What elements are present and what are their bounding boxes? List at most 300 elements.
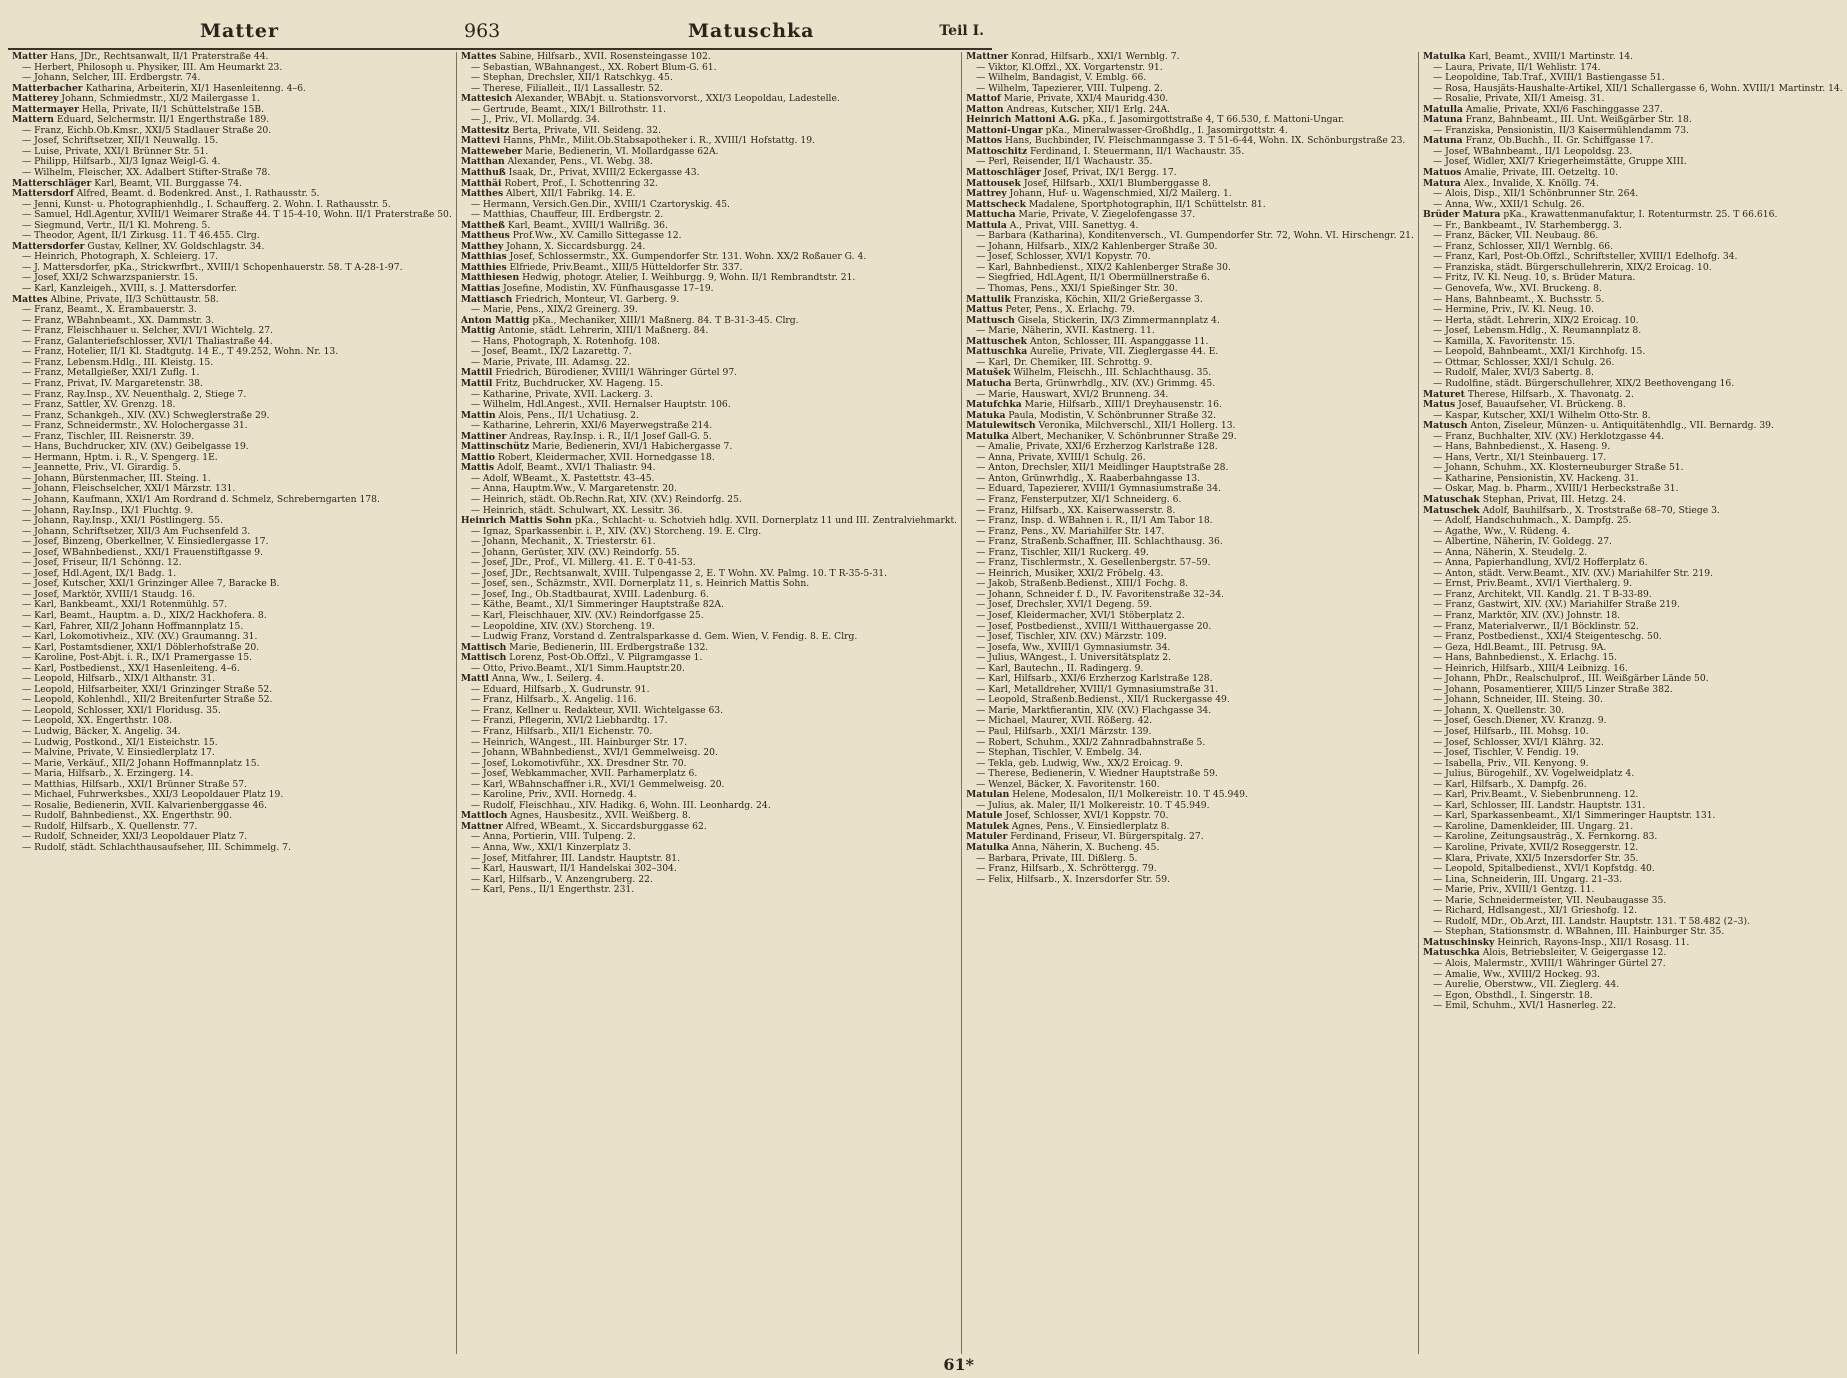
directory-entry: — Anna, Ww., XXI/1 Kinzerplatz 3. xyxy=(470,842,632,854)
entry-text: Karl, Bankbeamt., XXI/1 Rotenmühlg. 57. xyxy=(34,599,228,611)
entry-text: Johann, Schuhm., XX. Klosterneuburger Straße 51. xyxy=(1445,462,1684,474)
columns xyxy=(8,51,1843,1354)
directory-entry: — Wilhelm, Tapezierer, VIII. Tulpeng. 2. xyxy=(976,82,1163,94)
entry-surname: Matthuß xyxy=(460,167,506,179)
directory-entry: — Josef, Schriftsetzer, XII/1 Neuwallg. 15. xyxy=(22,135,219,147)
entry-text: Stephan, Tischler, V. Embelg. 34. xyxy=(988,747,1142,759)
entry-text: Franz, WBahnbeamt., XX. Dammstr. 3. xyxy=(34,314,215,326)
directory-entry: — Michael, Maurer, XVII. Rößerg. 42. xyxy=(976,715,1153,727)
entry-text: Barbara, Private, III. Dißlerg. 5. xyxy=(988,852,1138,864)
entry-text: Theodor, Agent, II/1 Zirkusg. 11. T 46.455. Clrg. xyxy=(34,230,260,242)
entry-text: Leopold, Hilfsarbeiter, XXI/1 Grinzinger Straße 52. xyxy=(34,683,273,695)
entry-text: pKa., f. Jasomirgottstraße 4, T 66.530, f. Mattoni-Ungar. xyxy=(1082,114,1345,126)
directory-entry: — Johann, Gerüster, XIV. (XV.) Reindorfg. 55. xyxy=(470,546,680,558)
directory-entry: — Franz, Schneidermstr., XV. Holochergasse 31. xyxy=(22,420,248,432)
directory-entry: — Marie, Marktfierantin, XIV. (XV.) Flachgasse 34. xyxy=(976,704,1212,716)
entry-text: Anna, Ww., I. Seilerg. 4. xyxy=(491,673,605,685)
entry-surname: Mattner xyxy=(460,820,503,832)
entry-text: Marie, Private, XXI/4 Mauridg.430. xyxy=(1003,93,1169,105)
entry-text: Alexander, WBAbjt. u. Stationsvorvorst., XXI/3 Leopoldau, Ladestelle. xyxy=(515,93,840,105)
entry-surname: Mattes xyxy=(460,51,497,62)
directory-entry: — Karoline, Priv., XVII. Hornedg. 4. xyxy=(470,789,637,801)
entry-text: Marie, Verkäuf., XII/2 Johann Hoffmannplatz 15. xyxy=(34,757,260,769)
entry-surname: Matuschinsky xyxy=(1422,936,1495,948)
entry-text: Franz, Galanteriefschlosser, XVI/1 Thaliastraße 44. xyxy=(34,335,273,347)
entry-surname: Mattersdorfer xyxy=(12,240,85,252)
entry-text: Agathe, Ww., V. Rüdeng. 4. xyxy=(1445,525,1571,537)
entry-text: Leopold, Schlosser, XXI/1 Floridusg. 35. xyxy=(34,704,221,716)
directory-entry: — Karl, Hauswart, II/1 Handelskai 302–304. xyxy=(470,863,677,875)
directory-entry: — Josef, Lebensm.Hdlg., X. Reumannplatz 8. xyxy=(1432,325,1642,337)
entry-text: Hans, Bahnbedienst., X. Erlachg. 15. xyxy=(1445,652,1618,664)
entry-text: Ernst, Priv.Beamt., XVI/1 Vierthalerg. 9. xyxy=(1445,578,1632,590)
entry-text: Franziska, Pensionistin, II/3 Kaisermühlendamm 73. xyxy=(1445,124,1689,136)
entry-text: pKa., Schlacht- u. Schotvieh hdlg. XVII. Dornerplatz 11 und III. Zentralviehmarkt. xyxy=(574,515,958,527)
entry-text: Franz, Marktör, XIV. (XV.) Johnstr. 18. xyxy=(1445,609,1621,621)
entry-text: Amalie, Private, III. Oetzeltg. 10. xyxy=(1464,167,1618,179)
entry-text: Leopold, Kohlenhdl., XII/2 Breitenfurter Straße 52. xyxy=(34,694,273,706)
entry-text: Luise, Private, XXI/1 Brünner Str. 51. xyxy=(34,145,209,157)
entry-text: Ferdinand, I. Steuermann, II/1 Wachaustr. 35. xyxy=(1030,145,1245,157)
directory-entry: — Johann, Schneider f. D., IV. Favoritenstraße 32–34. xyxy=(976,588,1224,600)
entry-text: pKa., Mineralwasser-Großhdlg., I. Jasomirgottstr. 4. xyxy=(1045,124,1288,136)
entry-text: Karl, Hilfsarb., XXI/6 Erzherzog Karlstraße 128. xyxy=(988,673,1213,685)
entry-surname: Matthiesen xyxy=(460,272,520,284)
directory-entry: — Amalie, Private, XXI/6 Erzherzog Karlstraße 128. xyxy=(976,441,1218,453)
entry-text: Josef, Friseur, II/1 Schönng. 12. xyxy=(34,557,182,569)
entry-text: Franz, Postbedienst., XXI/4 Steigenteschg. 50. xyxy=(1445,631,1662,643)
entry-text: Johann, Hilfsarb., XIX/2 Kahlenberger Straße 30. xyxy=(988,240,1218,252)
entry-text: Leopold, Straßenb.Bedienst., XII/1 Ruckergasse 49. xyxy=(988,694,1230,706)
entry-text: Josef, Schlosser, XVI/1 Koppstr. 70. xyxy=(1005,810,1169,822)
entry-text: Anna, Hauptm.Ww., V. Margaretenstr. 20. xyxy=(482,483,677,495)
directory-entry: — Josefa, Ww., XVIII/1 Gymnasiumstr. 34. xyxy=(976,641,1171,653)
entry-text: Leopold, Spitalbedienst., XVI/1 Kopfstdg. 40. xyxy=(1445,863,1655,875)
entry-surname: Mattrey xyxy=(966,188,1007,200)
directory-entry: — Robert, Schuhm., XXI/2 Zahnradbahnstraße 5. xyxy=(976,736,1206,748)
entry-text: Karl, Bautechn., II. Radingerg. 9. xyxy=(988,662,1144,674)
entry-text: Karoline, Damenkleider, III. Ungarg. 21. xyxy=(1445,820,1634,832)
entry-text: Hans, Buchbinder, IV. Fleischmanngasse 3. T 51-6-44, Wohn. IX. Schönburgstraße 23. xyxy=(1004,135,1406,147)
directory-entry: — Sebastian, WBahnangest., XX. Robert Blum-G. 61. xyxy=(470,61,717,73)
directory-entry: — J. Mattersdorfer, pKa., Strickwrfbrt., XVIII/1 Schopenhauerstr. 58. T A-28-1-97. xyxy=(22,261,403,273)
entry-text: Jakob, Straßenb.Bedienst., XIII/1 Fochg. 8. xyxy=(988,578,1189,590)
directory-entry: — Kamilla, X. Favoritenstr. 15. xyxy=(1432,335,1576,347)
directory-entry: — Wilhelm, Bandagist, V. Emblg. 66. xyxy=(976,72,1147,84)
entry-surname: Mattin xyxy=(460,409,496,421)
directory-entry: — Karl, Sparkassenbeamt., XI/1 Simmeringer Hauptstr. 131. xyxy=(1432,810,1716,822)
entry-surname: Matuka xyxy=(966,409,1006,421)
directory-entry: — Johann, PhDr., Realschulprof., III. Weißgärber Lände 50. xyxy=(1432,673,1709,685)
entry-surname: Matus xyxy=(1422,399,1456,411)
entry-text: Karl, WBahnschaffner i.R., XVI/1 Gemmelweisg. 20. xyxy=(482,778,725,790)
directory-entry: — Leopold, XX. Engerthstr. 108. xyxy=(22,715,173,727)
entry-surname: Mattersdorf xyxy=(12,188,74,200)
directory-entry: — Karl, Pens., II/1 Engerthstr. 231. xyxy=(470,884,635,896)
entry-surname: Matura xyxy=(1422,177,1461,189)
entry-text: Robert, Prof., I. Schottenring 32. xyxy=(504,177,658,189)
entry-text: Josef, WBahnbedienst., XXI/1 Frauenstiftgasse 9. xyxy=(34,546,263,558)
column-2 xyxy=(457,52,962,1354)
directory-entry: — Rosa, Hausjäts-Haushalte-Artikel, XII/1 Schallergasse 6, Wohn. XVIII/1 Martinstr. 14. xyxy=(1432,82,1843,94)
entry-text: Eduard, Tapezierer, XVIII/1 Gymnasiumstraße 34. xyxy=(988,483,1222,495)
entry-text: Andreas, Ray.Insp. i. R., II/1 Josef Gall-G. 5. xyxy=(509,430,712,442)
entry-text: Karl, Priv.Beamt., V. Siebenbrunneng. 12. xyxy=(1445,789,1639,801)
entry-text: Josef, Binzeng, Oberkellner, V. Einsiedlergasse 17. xyxy=(34,536,269,548)
entry-text: Alfred, WBeamt., X. Siccardsburggasse 62. xyxy=(505,820,707,832)
entry-text: Fritz, IV. Kl. Neug. 10, s. Brüder Matura. xyxy=(1445,272,1636,284)
entry-text: Hermann, Versich.Gen.Dir., XVIII/1 Czartoryskig. 45. xyxy=(482,198,730,210)
entry-text: Ignaz, Sparkassenbir. i. P., XIV. (XV.) Storcheng. 19. E. Clrg. xyxy=(482,525,762,537)
entry-text: Konrad, Hilfsarb., XXI/1 Wernblg. 7. xyxy=(1011,51,1180,62)
entry-text: Josef, sen., Schäzmstr., XVII. Dornerplatz 11, s. Heinrich Mattis Sohn. xyxy=(482,578,810,590)
directory-entry: — Julius, ak. Maler, II/1 Molkereistr. 10. T 45.949. xyxy=(976,799,1210,811)
entry-surname: Mattucha xyxy=(966,209,1016,221)
entry-surname: Mattheus xyxy=(460,230,510,242)
entry-text: Stephan, Privat, III. Hetzg. 24. xyxy=(1482,493,1626,505)
entry-text: Amalie, Ww., XVIII/2 Hockeg. 93. xyxy=(1445,968,1600,980)
directory-entry: — Franz, Tischlermstr., X. Gesellenbergstr. 57–59. xyxy=(976,557,1211,569)
directory-entry: — Geza, Hdl.Beamt., III. Petrusg. 9A. xyxy=(1432,641,1607,653)
directory-entry: — Josef, Kleidermacher, XVI/1 Stöberplatz 2. xyxy=(976,609,1185,621)
directory-entry: — Leopold, Hilfsarbeiter, XXI/1 Grinzinger Straße 52. xyxy=(22,683,273,695)
directory-entry: — Ernst, Priv.Beamt., XVI/1 Vierthalerg. 9. xyxy=(1432,578,1632,590)
entry-text: Hedwig, photogr. Atelier, I. Weihburgg. 9, Wohn. II/1 Rembrandtstr. 21. xyxy=(522,272,856,284)
directory-entry: — Josef, Hilfsarb., III. Mohsg. 10. xyxy=(1432,726,1589,737)
entry-text: Heinrich, Photograph, X. Schleierg. 17. xyxy=(34,251,219,263)
entry-text: Adolf, WBeamt., X. Pastettstr. 43–45. xyxy=(482,472,655,484)
directory-entry: — Albertine, Näherin, IV. Goldegg. 27. xyxy=(1432,536,1612,548)
directory-entry: — Theodor, Agent, II/1 Zirkusg. 11. T 46.455. Clrg. xyxy=(22,230,260,242)
directory-entry: — Wenzel, Bäcker, X. Favoritenstr. 160. xyxy=(976,778,1160,790)
entry-text: Franz, Tischlermstr., X. Gesellenbergstr. 57–59. xyxy=(988,557,1211,569)
entry-surname: Matulan xyxy=(966,789,1010,801)
entry-surname: Matthes xyxy=(460,188,504,200)
entry-text: Josef, Schlossermstr., XX. Gumpendorfer Str. 131. Wohn. XX/2 Roßauer G. 4. xyxy=(509,251,867,263)
directory-entry: — Karl, Hilfsarb., X. Dampfg. 26. xyxy=(1432,778,1587,790)
entry-text: Johann, Schneider f. D., IV. Favoritenstraße 32–34. xyxy=(988,588,1224,600)
entry-text: Rudolfine, städt. Bürgerschullehrer, XIX/2 Beethovengang 16. xyxy=(1445,377,1735,389)
entry-text: Franz, Fensterputzer, XI/1 Schneiderg. 6. xyxy=(988,493,1182,505)
entry-text: Aurelie, Oberstww., VII. Zieglerg. 44. xyxy=(1445,979,1620,991)
entry-surname: Matulka xyxy=(1422,51,1466,62)
directory-entry: — Klara, Private, XXI/5 Inzersdorfer Str. 35. xyxy=(1432,852,1639,864)
entry-text: Gustav, Kellner, XV. Goldschlagstr. 34. xyxy=(87,240,265,252)
directory-entry: — Franz, Schankgeh., XIV. (XV.) Schweglerstraße 29. xyxy=(22,409,270,421)
directory-entry: — Felix, Hilfsarb., X. Inzersdorfer Str. 59. xyxy=(976,873,1171,885)
entry-text: Karl, Postamtsdiener, XXI/1 Döblerhofstraße 20. xyxy=(34,641,260,653)
entry-text: Josef, Widler, XXI/7 Kriegerheimstätte, Gruppe XIII. xyxy=(1445,156,1687,168)
header-part: Teil I. xyxy=(939,23,984,39)
entry-text: Franz, Karl, Post-Ob.Offzl., Schriftsteller, XVIII/1 Edelhofg. 34. xyxy=(1445,251,1738,263)
entry-text: Karl, Bahnbedienst., XIX/2 Kahlenberger Straße 30. xyxy=(988,261,1231,273)
entry-text: Wilhelm, Bandagist, V. Emblg. 66. xyxy=(988,72,1147,84)
directory-entry: — Hermann, Hptm. i. R., V. Spengerg. 1E. xyxy=(22,451,218,463)
entry-surname: Mattuschek xyxy=(966,335,1028,347)
directory-entry: — Ludwig Franz, Vorstand d. Zentralsparkasse d. Gem. Wien, V. Fendig. 8. E. Clrg. xyxy=(470,631,858,643)
entry-surname: Mattloch xyxy=(460,810,508,822)
entry-text: Anton, Schlosser, III. Aspanggasse 11. xyxy=(1029,335,1209,347)
entry-text: Johann, Kaufmann, XXI/1 Am Rordrand d. Schmelz, Schreberngarten 178. xyxy=(34,493,380,505)
entry-text: Alois, Pens., II/1 Uchatiusg. 2. xyxy=(498,409,639,421)
directory-entry: — Rudolf, städt. Schlachthausaufseher, III. Schimmelg. 7. xyxy=(22,842,291,854)
entry-text: J., Priv., VI. Mollardg. 34. xyxy=(482,114,601,126)
directory-entry: — Egon, Obsthdl., I. Singerstr. 18. xyxy=(1432,989,1593,1001)
directory-entry: — Hermann, Versich.Gen.Dir., XVIII/1 Czartoryskig. 45. xyxy=(470,198,730,210)
directory-entry: — Karoline, Zeitungsausträg., X. Fernkorng. 83. xyxy=(1432,831,1658,843)
directory-entry: — Rudolf, Fleischhau., XIV. Hadikg. 6, Wohn. III. Leonhardg. 24. xyxy=(470,799,771,811)
entry-text: Johann, Selcher, III. Erdbergstr. 74. xyxy=(34,72,201,84)
entry-text: Josef, Hdl.Agent, IX/1 Badg. 1. xyxy=(34,567,177,579)
directory-entry: — Franzi, Pflegerin, XVI/2 Liebhardtg. 17. xyxy=(470,715,668,727)
directory-entry: — Franz, Fleischhauer u. Selcher, XVI/1 Wichtelg. 27. xyxy=(22,325,273,337)
entry-text: Karl, Beamt., XVIII/1 Martinstr. 14. xyxy=(1468,51,1634,62)
entry-text: Amalie, Private, XXI/6 Erzherzog Karlstraße 128. xyxy=(988,441,1218,453)
entry-text: Hella, Private, II/1 Schüttelstraße 15B. xyxy=(81,103,265,115)
entry-text: Franz, Hilfsarb., X. Schröttergg. 79. xyxy=(988,863,1157,875)
entry-text: Karl, Kanzleigeh., XVIII, s. J. Mattersdorfer. xyxy=(34,283,238,295)
directory-entry: — Franz, Lebensm.Hdlg., III. Kleistg. 15. xyxy=(22,356,214,368)
entry-text: Josef, Kleidermacher, XVI/1 Stöberplatz 2. xyxy=(988,609,1185,621)
directory-entry: — Tekla, geb. Ludwig, Ww., XX/2 Eroicag. 9. xyxy=(976,757,1183,769)
entry-text: Karl, Dr. Chemiker, III. Schrottg. 9. xyxy=(988,356,1153,368)
entry-text: Eduard, Hilfsarb., X. Gudrunstr. 91. xyxy=(482,683,650,695)
directory-entry: — Josef, Lokomotivführ., XX. Dresdner Str. 70. xyxy=(470,757,687,769)
directory-entry: — Josef, Schlosser, XVI/1 Kopystr. 70. xyxy=(976,251,1151,263)
entry-text: Franz, Insp. d. WBahnen i. R., II/1 Am Tabor 18. xyxy=(988,515,1213,527)
entry-text: Anna, Näherin, X. Bucheng. 45. xyxy=(1011,842,1160,854)
entry-text: Josef, JDr., Rechtsanwalt, XVIII. Tulpengasse 2, E. T Wohn. XV. Palmg. 10. T R-35-5-31. xyxy=(482,567,887,579)
entry-text: Viktor, Kl.Offzl., XX. Vorgartenstr. 91. xyxy=(988,61,1163,73)
directory-entry: — Josef, sen., Schäzmstr., XVII. Dornerplatz 11, s. Heinrich Mattis Sohn. xyxy=(470,578,810,590)
directory-entry: — Franz, Postbedienst., XXI/4 Steigenteschg. 50. xyxy=(1432,631,1662,643)
entry-text: Kamilla, X. Favoritenstr. 15. xyxy=(1445,335,1576,347)
entry-surname: Matulewitsch xyxy=(966,420,1036,432)
entry-text: Karl, Lokomotivheiz., XIV. (XV.) Graumanng. 31. xyxy=(34,631,258,643)
entry-surname: Mattevi xyxy=(460,135,501,147)
directory-entry: — Katharine, Private, XVII. Lackerg. 3. xyxy=(470,388,653,400)
entry-text: Lorenz, Post-Ob.Offzl., V. Pilgramgasse 1. xyxy=(509,652,703,664)
directory-entry: — Franz, Marktör, XIV. (XV.) Johnstr. 18. xyxy=(1432,609,1621,621)
entry-text: Ferdinand, Friseur, VI. Bürgerspitalg. 27. xyxy=(1010,831,1204,843)
entry-text: Julius, Bürogehilf., XV. Vogelweidplatz 4. xyxy=(1445,768,1635,780)
directory-entry: — Franz, WBahnbeamt., XX. Dammstr. 3. xyxy=(22,314,215,326)
entry-text: Friedrich, Bürodiener, XVIII/1 Währinger Gürtel 97. xyxy=(495,367,738,379)
entry-text: Robert, Schuhm., XXI/2 Zahnradbahnstraße 5. xyxy=(988,736,1206,748)
directory-entry: — Franz, Hilfsarb., X. Angelig. 116. xyxy=(470,694,637,706)
entry-text: Franz, Schankgeh., XIV. (XV.) Schweglerstraße 29. xyxy=(34,409,270,421)
entry-text: Siegfried, Hdl.Agent, II/1 Obermüllnerstraße 6. xyxy=(988,272,1210,284)
directory-entry: — Anna, Hauptm.Ww., V. Margaretenstr. 20. xyxy=(470,483,677,495)
directory-entry: — Franz, Hilfsarb., X. Schröttergg. 79. xyxy=(976,863,1157,875)
directory-entry: — Franz, Tischler, III. Reisnerstr. 39. xyxy=(22,430,195,442)
entry-surname: Mattoschitz xyxy=(966,145,1028,157)
entry-text: Karl, Beamt., XVIII/1 Wallrißg. 36. xyxy=(507,219,668,231)
directory-entry: — Hans, Bahnbedienst., X. Haseng. 9. xyxy=(1432,441,1611,453)
entry-surname: Matthäi xyxy=(460,177,502,189)
entry-text: Hans, Bahnbeamt., X. Buchsstr. 5. xyxy=(1445,293,1605,305)
entry-text: Josef, Postbedienst., XVIII/1 Witthauergasse 20. xyxy=(988,620,1212,632)
directory-entry: — Josef, Widler, XXI/7 Kriegerheimstätte, Gruppe XIII. xyxy=(1432,156,1687,168)
entry-text: Karl, Metalldreher, XVIII/1 Gymnasiumstraße 31. xyxy=(988,683,1219,695)
entry-text: Wilhelm, Hdl.Angest., XVII. Hernalser Hauptstr. 106. xyxy=(482,399,731,411)
entry-text: Agnes, Hausbesitz., XVII. Weißberg. 8. xyxy=(510,810,691,822)
column-3 xyxy=(962,52,1419,1354)
entry-text: Andreas, Kutscher, XII/1 Erlg. 24A. xyxy=(1006,103,1171,115)
entry-text: Rudolf, Fleischhau., XIV. Hadikg. 6, Wohn. III. Leonhardg. 24. xyxy=(482,799,771,811)
directory-entry: — Samuel, Hdl.Agentur, XVIII/1 Weimarer Straße 44. T 15-4-10, Wohn. II/1 Praterstraße 50. xyxy=(22,209,452,221)
entry-surname: Mattis xyxy=(460,462,495,474)
entry-surname: Mattermayer xyxy=(12,103,79,115)
directory-entry: — Josef, JDr., Rechtsanwalt, XVIII. Tulpengasse 2, E. T Wohn. XV. Palmg. 10. T R-35-5-31. xyxy=(470,567,887,579)
directory-entry: — Adolf, Handschuhmach., X. Dampfg. 25. xyxy=(1432,515,1632,527)
entry-surname: Maturet xyxy=(1422,388,1465,400)
directory-entry: — Franz, Kellner u. Redakteur, XVII. Wichtelgasse 63. xyxy=(470,704,724,716)
entry-text: Johann, Bürstenmacher, III. Steing. 1. xyxy=(34,472,211,484)
entry-text: Julius, ak. Maler, II/1 Molkereistr. 10. T 45.949. xyxy=(988,799,1210,811)
entry-text: Herbert, Philosoph u. Physiker, III. Am Heumarkt 23. xyxy=(34,61,283,73)
directory-entry: — Jakob, Straßenb.Bedienst., XIII/1 Fochg. 8. xyxy=(976,578,1189,590)
entry-surname: Mattof xyxy=(966,93,1001,105)
directory-entry: — Julius, WAngest., I. Universitätsplatz 2. xyxy=(976,652,1172,664)
entry-text: Josef, Schriftsetzer, XII/1 Neuwallg. 15. xyxy=(34,135,219,147)
entry-text: Rudolf, städt. Schlachthausaufseher, III. Schimmelg. 7. xyxy=(34,842,291,854)
entry-text: Franz, Bäcker, VII. Neubaug. 86. xyxy=(1445,230,1599,242)
entry-text: Alois, Disp., XII/1 Schönbrunner Str. 264. xyxy=(1445,188,1639,200)
entry-text: Stephan, Stationsmstr. d. WBahnen, III. Hainburger Str. 35. xyxy=(1445,926,1725,938)
entry-surname: Mattisch xyxy=(460,652,507,664)
directory-entry: — Johann, Hilfsarb., XIX/2 Kahlenberger Straße 30. xyxy=(976,240,1218,252)
directory-entry: — Alois, Disp., XII/1 Schönbrunner Str. 264. xyxy=(1432,188,1639,200)
directory-entry: — Fr., Bankbeamt., IV. Starhembergg. 3. xyxy=(1432,219,1622,231)
directory-entry: — Leopold, Kohlenhdl., XII/2 Breitenfurter Straße 52. xyxy=(22,694,273,706)
entry-text: Josef, Privat, IX/1 Bergg. 17. xyxy=(1043,167,1177,179)
entry-text: Marie, Bedienerin, XVI/1 Habichergasse 7. xyxy=(532,441,733,453)
directory-entry: — Karoline, Post-Abjt. i. R., IX/1 Pramergasse 15. xyxy=(22,652,253,664)
entry-surname: Mattner xyxy=(966,51,1009,62)
entry-text: Jenni, Kunst- u. Photographienhdlg., I. Schaufferg. 2. Wohn. I. Rathausstr. 5. xyxy=(34,198,391,210)
directory-entry: — Ottmar, Schlosser, XXI/1 Schulg. 26. xyxy=(1432,356,1615,368)
directory-entry: — Josef, Beamt., IX/2 Lazarettg. 7. xyxy=(470,346,632,358)
entry-surname: Matthies xyxy=(460,261,507,273)
entry-text: Elfriede, Priv.Beamt., XIII/5 Hütteldorfer Str. 337. xyxy=(509,261,743,273)
directory-entry: — Karl, Hilfsarb., XXI/6 Erzherzog Karlstraße 128. xyxy=(976,673,1213,685)
entry-text: Josef, WBahnbeamt., II/1 Leopoldsg. 23. xyxy=(1445,145,1633,157)
directory-entry: — Alois, Malermstr., XVIII/1 Währinger Gürtel 27. xyxy=(1432,958,1666,970)
directory-entry: — Siegmund, Vertr., II/1 Kl. Mohreng. 5. xyxy=(22,219,211,231)
directory-entry: — Viktor, Kl.Offzl., XX. Vorgartenstr. 91. xyxy=(976,61,1163,73)
entry-text: Josef, Webkammacher, XVII. Parhamerplatz 6. xyxy=(482,768,698,780)
directory-entry: — Josef, Binzeng, Oberkellner, V. Einsiedlergasse 17. xyxy=(22,536,269,548)
directory-entry: — Karoline, Damenkleider, III. Ungarg. 21. xyxy=(1432,820,1634,832)
entry-text: pKa., Mechaniker, XIII/1 Maßnerg. 84. T B-31-3-45. Clrg. xyxy=(532,314,799,326)
entry-text: Josefine, Modistin, XV. Fünfhausgasse 17–19. xyxy=(502,283,714,295)
directory-entry: — Marie, Verkäuf., XII/2 Johann Hoffmannplatz 15. xyxy=(22,757,260,769)
entry-surname: Matulla xyxy=(1422,103,1463,115)
entry-surname: Mattiasch xyxy=(460,293,513,305)
entry-text: Rudolf, Maler, XVI/3 Sabertg. 8. xyxy=(1445,367,1594,379)
directory-entry: — Richard, Hdlsangest., XI/1 Grieshofg. 12. xyxy=(1432,905,1638,917)
entry-surname: Mattl xyxy=(460,673,489,685)
entry-text: Therese, Hilfsarb., X. Thavonatg. 2. xyxy=(1467,388,1634,400)
entry-text: Johann, Gerüster, XIV. (XV.) Reindorfg. 55. xyxy=(482,546,680,558)
entry-text: Maria, Hilfsarb., X. Erzingerg. 14. xyxy=(34,768,194,780)
entry-text: Franz, Bahnbeamt., III. Unt. Weißgärber Str. 18. xyxy=(1465,114,1692,126)
directory-entry: — Franz, Materialverwr., II/1 Böcklinstr. 52. xyxy=(1432,620,1639,632)
entry-text: Gertrude, Beamt., XIX/1 Billrothstr. 11. xyxy=(482,103,666,115)
entry-text: Helene, Modesalon, II/1 Molkereistr. 10. T 45.949. xyxy=(1012,789,1248,801)
entry-text: Anton, städt. Verw.Beamt., XIV. (XV.) Mariahilfer Str. 219. xyxy=(1445,567,1713,579)
entry-text: Franz, Beamt., X. Erambauerstr. 3. xyxy=(34,304,197,316)
entry-text: Karoline, Zeitungsausträg., X. Fernkorng. 83. xyxy=(1445,831,1658,843)
directory-entry: — Franz, Insp. d. WBahnen i. R., II/1 Am Tabor 18. xyxy=(976,515,1213,527)
directory-entry: — Rudolf, Schneider, XXI/3 Leopoldauer Platz 7. xyxy=(22,831,248,843)
entry-surname: Mattesich xyxy=(460,93,513,105)
directory-entry: — Johann, X. Quellenstr. 30. xyxy=(1432,704,1565,716)
entry-surname: Mattio xyxy=(460,451,496,463)
entry-text: Josef, Marktör, XVIII/1 Staudg. 16. xyxy=(34,588,196,600)
directory-entry: — Kaspar, Kutscher, XXI/1 Wilhelm Otto-Str. 8. xyxy=(1432,409,1651,421)
entry-text: Franz, Privat, IV. Margaretenstr. 38. xyxy=(34,377,203,389)
directory-entry: — Käthe, Beamt., XI/1 Simmeringer Hauptstraße 82A. xyxy=(470,599,724,611)
entry-text: Katharina, Arbeiterin, XI/1 Hasenleitenng. 4–6. xyxy=(85,82,306,94)
entry-text: Josef, Lokomotivführ., XX. Dresdner Str. 70. xyxy=(482,757,687,769)
entry-text: Karl, Hilfsarb., V. Anzengruberg. 22. xyxy=(482,873,653,885)
directory-entry: — Franz, Eichb.Ob.Kmsr., XXI/5 Stadlauer Straße 20. xyxy=(22,124,272,136)
directory-entry: — Matthias, Chauffeur, III. Erdbergstr. 2. xyxy=(470,209,664,221)
entry-text: Sebastian, WBahnangest., XX. Robert Blum-G. 61. xyxy=(482,61,717,73)
entry-text: Prof.Ww., XV. Camillo Sittegasse 12. xyxy=(512,230,682,242)
directory-entry: — Oskar, Mag. b. Pharm., XVIII/1 Herbeckstraße 31. xyxy=(1432,483,1679,495)
directory-entry: — Anna, Papierhandlung, XVI/2 Hofferplatz 6. xyxy=(1432,557,1648,569)
directory-entry: — Jeannette, Priv., VI. Girardig. 5. xyxy=(22,462,181,474)
directory-entry: — Hans, Bahnbeamt., X. Buchsstr. 5. xyxy=(1432,293,1605,305)
entry-text: Josef, Hilfsarb., III. Mohsg. 10. xyxy=(1445,726,1589,737)
entry-text: Anna, Näherin, X. Steudelg. 2. xyxy=(1445,546,1588,558)
directory-entry: — Josef, Drechsler, XVI/1 Degeng. 59. xyxy=(976,599,1153,611)
entry-text: Wilhelm, Fleischh., III. Schlachthausg. 35. xyxy=(1013,367,1212,379)
directory-entry: — Philipp, Hilfsarb., XI/3 Ignaz Weigl-G. 4. xyxy=(22,156,221,168)
directory-entry: — Franz, Architekt, VII. Kandlg. 21. T B-33-89. xyxy=(1432,588,1652,600)
entry-text: Johann, Fleischselcher, XXI/1 Märzstr. 131. xyxy=(34,483,236,495)
directory-entry: — Therese, Filialleit., II/1 Lassallestr. 52. xyxy=(470,82,663,94)
entry-text: Franziska, städt. Bürgerschullehrerin, XIX/2 Eroicag. 10. xyxy=(1445,261,1712,273)
entry-surname: Matterey xyxy=(12,93,59,105)
entry-text: Paula, Modistin, V. Schönbrunner Straße 32. xyxy=(1008,409,1217,421)
directory-entry: — Otto, Privo.Beamt., XI/1 Simm.Hauptstr.20. xyxy=(470,662,685,674)
entry-text: Franzi, Pflegerin, XVI/2 Liebhardtg. 17. xyxy=(482,715,668,727)
directory-entry: — Isabella, Priv., VII. Kenyong. 9. xyxy=(1432,757,1589,769)
entry-text: Albertine, Näherin, IV. Goldegg. 27. xyxy=(1445,536,1612,548)
entry-text: Johann, Mechanit., X. Triesterstr. 61. xyxy=(482,536,656,548)
directory-entry: — Heinrich, städt. Ob.Rechn.Rat, XIV. (XV.) Reindorfg. 25. xyxy=(470,493,742,505)
entry-surname: Matusch xyxy=(1422,420,1468,432)
directory-entry: — Leopold, Spitalbedienst., XVI/1 Kopfstdg. 40. xyxy=(1432,863,1655,875)
entry-text: Rosalie, Private, XII/1 Ameisg. 31. xyxy=(1445,93,1605,105)
entry-text: Karl, Schlosser, III. Landstr. Hauptstr. 131. xyxy=(1445,799,1646,811)
entry-surname: Matuna xyxy=(1422,114,1463,126)
directory-entry: — Franz, Hilfsarb., XII/1 Eichenstr. 70. xyxy=(470,726,653,737)
directory-entry: — Johann, Selcher, III. Erdbergstr. 74. xyxy=(22,72,201,84)
entry-surname: Mattos xyxy=(966,135,1003,147)
directory-entry: — Josef, WBahnbeamt., II/1 Leopoldsg. 23. xyxy=(1432,145,1633,157)
entry-text: Albine, Private, II/3 Schüttaustr. 58. xyxy=(50,293,219,305)
directory-entry: — Rudolf, Bahnbedienst., XX. Engerthstr. 90. xyxy=(22,810,233,822)
directory-entry: — Lina, Schneiderin, III. Ungarg. 21–33. xyxy=(1432,873,1623,885)
entry-text: Katharine, Private, XVII. Lackerg. 3. xyxy=(482,388,653,400)
entry-text: Franz, Architekt, VII. Kandlg. 21. T B-33-89. xyxy=(1445,588,1652,600)
directory-entry: — Johann, Fleischselcher, XXI/1 Märzstr. 131. xyxy=(22,483,236,495)
